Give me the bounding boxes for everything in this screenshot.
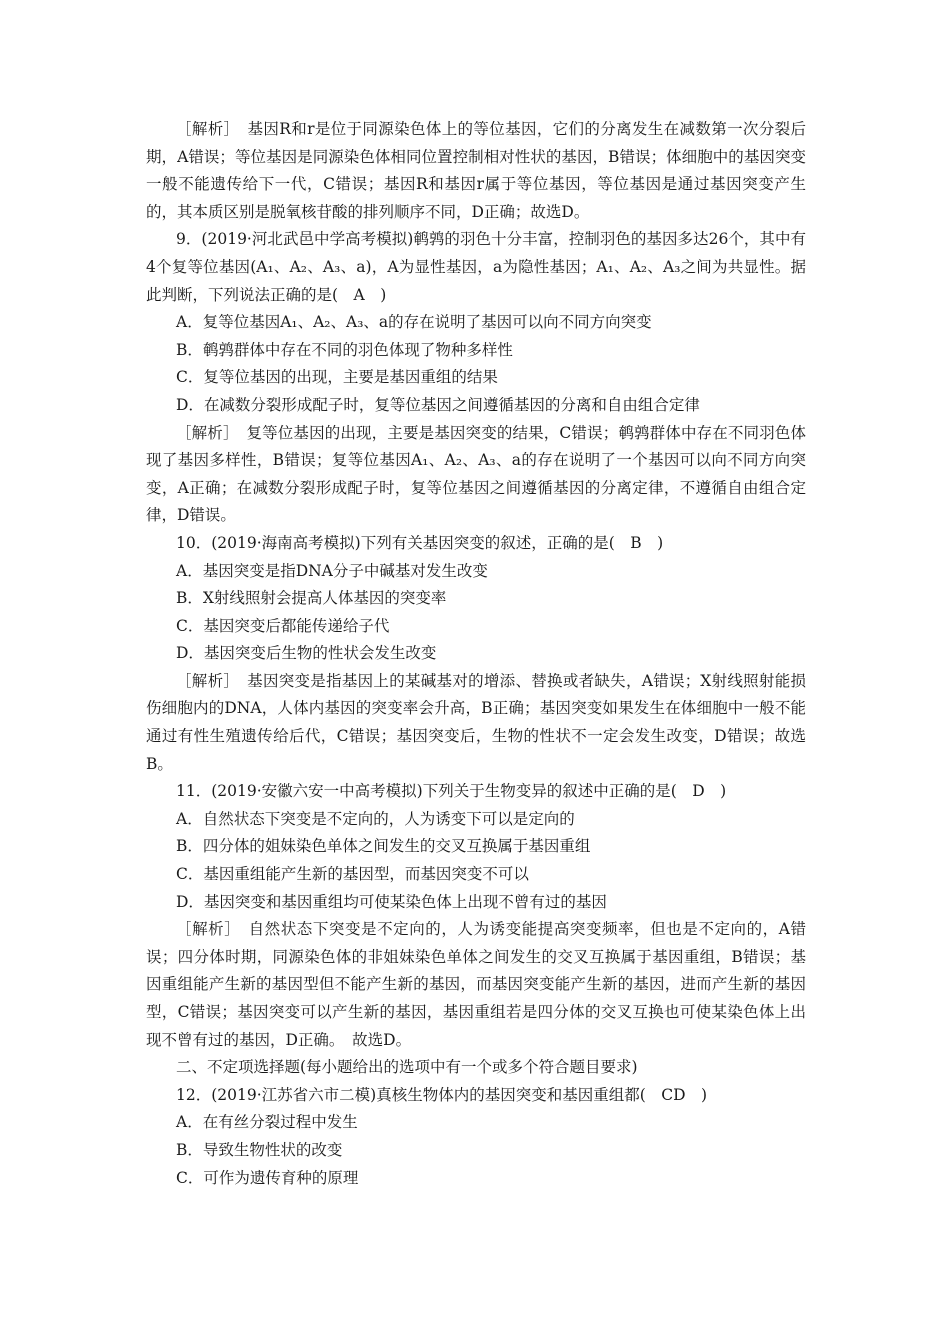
question-10-option-c: C．基因突变后都能传递给子代 bbox=[176, 616, 390, 635]
question-12-option-b: B．导致生物性状的改变 bbox=[176, 1140, 343, 1159]
question-9-option-d: D．在减数分裂形成配子时，复等位基因之间遵循基因的分离和自由组合定律 bbox=[176, 395, 700, 414]
analysis-paragraph-8: ［解析］ 基因R和r是位于同源染色体上的等位基因，它们的分离发生在减数第一次分裂后期，A错误；等位基因是同源染色体相同位置控制相对性状的基因，B错误；体细胞中的基因突变一般不能遗传给下一代，C错误；基因R和基因r属于等位基因，等位基因是通过基因突变产生的，其本质区别是脱氧核苷酸的排列顺序不同，D正确；故选D。 bbox=[146, 120, 806, 221]
question-10-option-b: B．X射线照射会提高人体基因的突变率 bbox=[176, 589, 447, 608]
question-9-option-a: A．复等位基因A₁、A₂、A₃、a的存在说明了基因可以向不同方向突变 bbox=[176, 313, 652, 332]
question-9-option-b: B．鹌鹑群体中存在不同的羽色体现了物种多样性 bbox=[176, 340, 513, 359]
question-9-option-c: C．复等位基因的出现，主要是基因重组的结果 bbox=[176, 368, 498, 387]
analysis-paragraph-10: ［解析］ 基因突变是指基因上的某碱基对的增添、替换或者缺失，A错误；X射线照射能损伤细胞内的DNA，人体内基因的突变率会升高，B正确；基因突变如果发生在体细胞中一般不能通过有性生殖遗传给后代，C错误；基因突变后，生物的性状不一定会发生改变，D错误；故选B。 bbox=[146, 671, 806, 773]
question-11-option-b: B．四分体的姐妹染色单体之间发生的交叉互换属于基因重组 bbox=[176, 837, 591, 856]
section-heading: 二、不定项选择题(每小题给出的选项中有一个或多个符合题目要求) bbox=[176, 1058, 638, 1077]
analysis-paragraph-9: ［解析］ 复等位基因的出现，主要是基因突变的结果，C错误；鹌鹑群体中存在不同羽色体现了基因多样性，B错误；复等位基因A₁、A₂、A₃、a的存在说明了一个基因可以向不同方向突变，A正确；在减数分裂形成配子时，复等位基因之间遵循基因的分离定律，不遵循自由组合定律，D错误。 bbox=[146, 423, 806, 525]
question-9-stem: 9．(2019·河北武邑中学高考模拟)鹌鹑的羽色十分丰富，控制羽色的基因多达26个，其中有4个复等位基因(A₁、A₂、A₃、a)，A为显性基因，a为隐性基因；A₁、A₂、A₃之间为共显性。据此判断，下列说法正确的是( A ) bbox=[146, 230, 806, 304]
question-12-stem: 12．(2019·江苏省六市二模)真核生物体内的基因突变和基因重组都( CD ) bbox=[176, 1085, 708, 1104]
question-11-option-c: C．基因重组能产生新的基因型，而基因突变不可以 bbox=[176, 865, 529, 884]
question-10-option-a: A．基因突变是指DNA分子中碱基对发生改变 bbox=[176, 561, 488, 580]
question-11-stem: 11．(2019·安徽六安一中高考模拟)下列关于生物变异的叙述中正确的是( D ) bbox=[176, 782, 727, 801]
analysis-paragraph-11: ［解析］ 自然状态下突变是不定向的，人为诱变能提高突变频率，但也是不定向的，A错误；四分体时期，同源染色体的非姐妹染色单体之间发生的交叉互换属于基因重组，B错误；基因重组能产生新的基因型但不能产生新的基因，而基因突变能产生新的基因，进而产生新的基因型，C错误；基因突变可以产生新的基因，基因重组若是四分体的交叉互换也可使某染色体上出现不曾有过的基因，D正确。 故选D。 bbox=[146, 920, 806, 1049]
question-12-option-c: C．可作为遗传育种的原理 bbox=[176, 1168, 359, 1187]
question-10-stem: 10．(2019·海南高考模拟)下列有关基因突变的叙述，正确的是( B ) bbox=[176, 533, 664, 552]
question-11-option-a: A．自然状态下突变是不定向的，人为诱变下可以是定向的 bbox=[176, 809, 575, 828]
question-10-option-d: D．基因突变后生物的性状会发生改变 bbox=[176, 644, 437, 663]
question-12-option-a: A．在有丝分裂过程中发生 bbox=[176, 1113, 358, 1132]
question-11-option-d: D．基因突变和基因重组均可使某染色体上出现不曾有过的基因 bbox=[176, 892, 607, 911]
document-page bbox=[146, 116, 806, 1192]
